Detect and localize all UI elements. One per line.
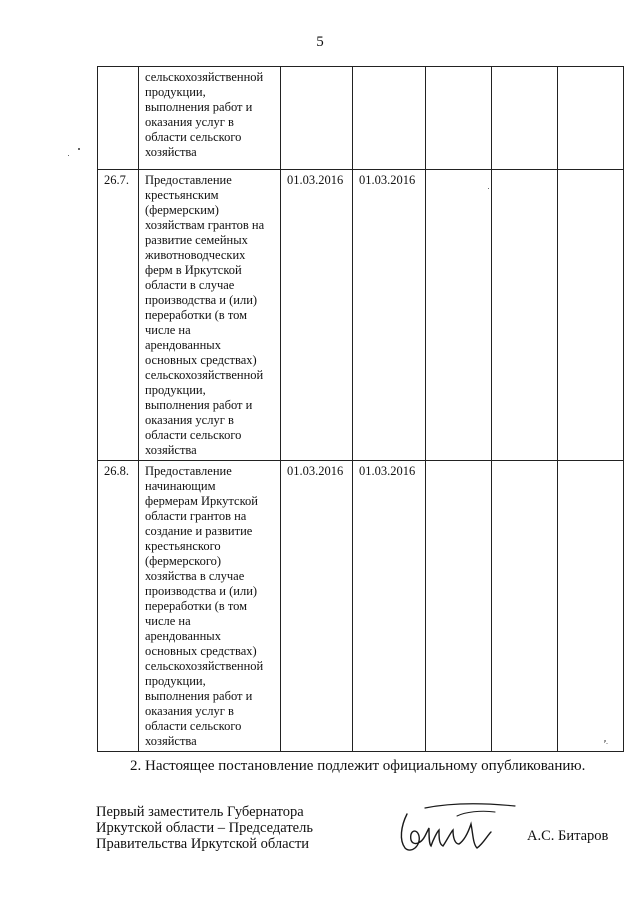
description-line: числе на — [145, 614, 191, 628]
description-line: хозяйства в случае — [145, 569, 245, 583]
empty-cell — [426, 67, 492, 170]
scan-speck — [488, 188, 489, 189]
description-line: арендованных — [145, 338, 221, 352]
table-row — [98, 461, 624, 752]
measure-description-cell — [139, 67, 281, 170]
description-line: основных средствах) — [145, 644, 257, 658]
empty-cell — [492, 461, 558, 752]
description-line: сельскохозяйственной — [145, 368, 264, 382]
description-line: начинающим — [145, 479, 216, 493]
description-line: хозяйства — [145, 734, 197, 748]
effective-date-cell — [353, 67, 426, 170]
description-line: создание и развитие — [145, 524, 253, 538]
empty-cell — [558, 461, 624, 752]
description-line: крестьянского — [145, 539, 221, 553]
page-number: 5 — [316, 34, 324, 50]
description-line: фермерам Иркутской — [145, 494, 258, 508]
description-line: ферм в Иркутской — [145, 263, 242, 277]
position-line: Первый заместитель Губернатора — [96, 804, 304, 820]
description-line: числе на — [145, 323, 191, 337]
scan-speck — [68, 155, 69, 156]
description-line: выполнения работ и — [145, 689, 253, 703]
description-line: арендованных — [145, 629, 221, 643]
description-line: Предоставление — [145, 464, 232, 478]
empty-cell — [492, 170, 558, 461]
empty-cell — [426, 170, 492, 461]
description-line: выполнения работ и — [145, 398, 253, 412]
position-line: Иркутской области – Председатель — [96, 820, 313, 836]
description-line: крестьянским — [145, 188, 219, 202]
empty-cell — [426, 461, 492, 752]
description-line: хозяйствам грантов на — [145, 218, 265, 232]
position-line: Правительства Иркутской области — [96, 836, 310, 852]
signatory-name: А.С. Битаров — [527, 828, 609, 844]
description-line: сельскохозяйственной — [145, 659, 264, 673]
description-line: переработки (в том — [145, 308, 248, 322]
description-line: хозяйства — [145, 145, 197, 159]
description-line: области сельского — [145, 428, 242, 442]
item-number-cell — [98, 67, 139, 170]
item-number-cell: 26.8. — [98, 461, 139, 752]
empty-cell — [558, 170, 624, 461]
description-line: животноводческих — [145, 248, 246, 262]
description-line: производства и (или) — [145, 584, 258, 598]
description-line: области сельского — [145, 130, 242, 144]
description-line: сельскохозяйственной — [145, 70, 264, 84]
description-line: продукции, — [145, 383, 206, 397]
measure-description-cell — [139, 461, 281, 752]
description-line: продукции, — [145, 674, 206, 688]
start-date-cell: 01.03.2016 — [281, 170, 353, 461]
description-line: развитие семейных — [145, 233, 248, 247]
table-row — [98, 170, 624, 461]
description-line: продукции, — [145, 85, 206, 99]
start-date-cell: 01.03.2016 — [281, 461, 353, 752]
empty-cell — [558, 67, 624, 170]
description-line: основных средствах) — [145, 353, 257, 367]
description-line: выполнения работ и — [145, 100, 253, 114]
description-line: оказания услуг в — [145, 115, 234, 129]
description-line: области грантов на — [145, 509, 247, 523]
measure-description-cell — [139, 170, 281, 461]
table-row — [98, 67, 624, 170]
handwritten-signature — [395, 800, 525, 860]
measures-table — [97, 66, 624, 752]
effective-date-cell: 01.03.2016 — [353, 461, 426, 752]
description-line: переработки (в том — [145, 599, 248, 613]
description-line: области сельского — [145, 719, 242, 733]
description-line: области в случае — [145, 278, 235, 292]
description-line: (фермерского) — [145, 554, 222, 568]
description-line: оказания услуг в — [145, 413, 234, 427]
description-line: Предоставление — [145, 173, 232, 187]
item-number-cell: 26.7. — [98, 170, 139, 461]
start-date-cell — [281, 67, 353, 170]
signatory-position — [96, 804, 313, 852]
empty-cell — [492, 67, 558, 170]
description-line: хозяйства — [145, 443, 197, 457]
description-line: оказания услуг в — [145, 704, 234, 718]
edge-speck: ᵖ. — [604, 738, 608, 746]
scan-speck — [78, 148, 80, 150]
final-paragraph: 2. Настоящее постановление подлежит официальному опубликованию. — [130, 758, 586, 774]
description-line: (фермерским) — [145, 203, 219, 217]
effective-date-cell: 01.03.2016 — [353, 170, 426, 461]
description-line: производства и (или) — [145, 293, 258, 307]
